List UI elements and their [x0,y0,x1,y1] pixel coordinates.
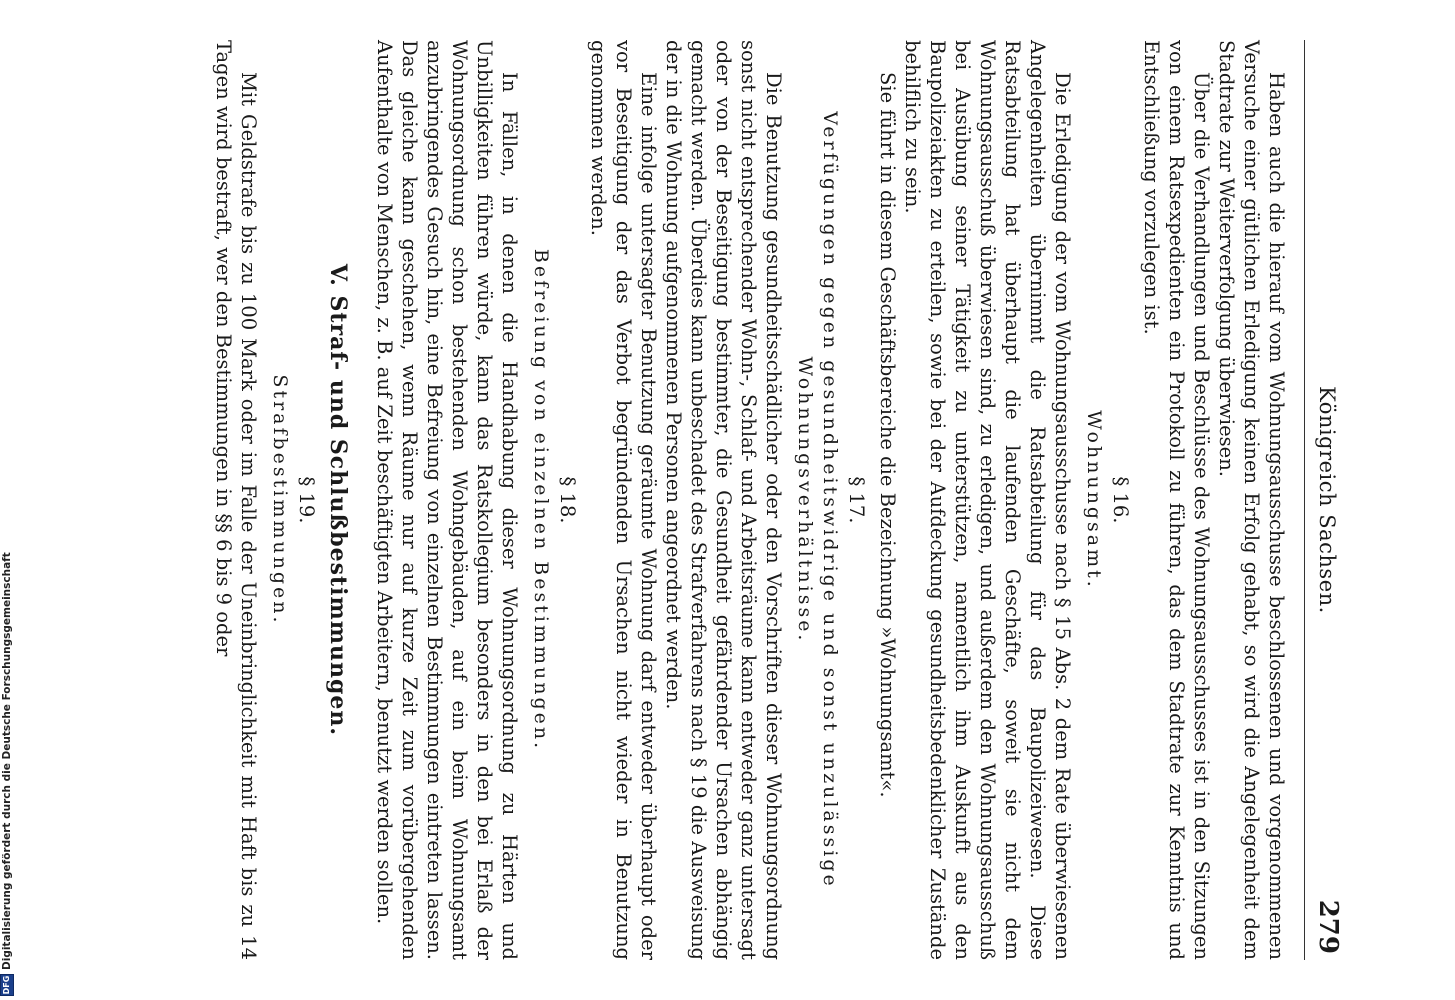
page-body [211,40,1289,960]
section-number: § 18. [556,476,579,524]
paragraph: In Fällen, in denen die Handhabung dieser Wohnungsordnung zu Härten und Unbilligkeiten führen würde, kann das Ratskollegium besonders in den bei Erlaß der Wohnungsordnung schon bestehenden Wohngebäuden, auf ein beim Wohnungsamt anzubringendes Gesuch hin, eine Befreiung von einzelnen Bestimmungen eintreten lassen. Das gleiche kann geschehen, wenn Räume nur auf kurze Zeit zum vorübergehenden Aufenthalte von Menschen, z. B. auf Zeit beschäftigten Arbeitern, benutzt werden sollen. [373,40,521,960]
paragraph: Die Erledigung der vom Wohnungsausschusse nach § 15 Abs. 2 dem Rate überwiesenen Angelegenheiten übernimmt die Ratsabteilung für das Baupolizeiwesen. Diese Ratsabteilung hat überhaupt die laufenden Geschäfte, soweit sie nicht dem Wohnungsausschuß überwiesen sind, zu erledigen, und außerdem den Wohnungsausschuß bei Ausübung seiner Tätigkeit zu unterstützen, namentlich ihm Auskunft aus den Baupolizeiakten zu erteilen, sowie bei der Aufdeckung gesundheitsbedenklicher Zustände behilflich zu sein. [901,40,1074,960]
section-title: Wohnungsamt. [1083,410,1105,590]
paragraph: Die Benutzung gesundheitsschädlicher oder den Vorschriften dieser Wohnungsordnung sonst nicht entsprechender Wohn-, Schlaf- und Arbeitsräume kann entweder ganz untersagt oder von der Beseitigung bestimmter, die Gesundheit gefährdender Ursachen abhängig gemacht werden. Überdies kann unbeschadet des Strafverfahrens nach § 19 die Ausweisung der in die Wohnung aufgenommenen Personen angeordnet werden. [662,40,785,960]
section-title: Befreiung von einzelnen Bestimmungen. [530,248,552,752]
paragraph: Haben auch die hierauf vom Wohnungsausschusse beschlossenen und vorgenommenen Versuche einer gütlichen Erledigung keinen Erfolg gehabt, so wird die Angelegenheit dem Stadtrate zur Weiterverfolgung überwiesen. [1215,40,1288,960]
paragraph: Über die Verhandlungen und Beschlüsse des Wohnungsausschusses ist in den Sitzungen von einem Ratsexpedienten ein Protokoll zu führen, das dem Stadtrate zur Kenntnis und Entschließung vorzulegen ist. [1140,40,1213,960]
section-title: Strafbestimmungen. [269,374,291,626]
paragraph: Eine infolge untersagter Benutzung geräumte Wohnung darf entweder überhaupt oder vor Beseitigung der das Verbot begründenden Ursachen nicht wieder in Benutzung genommen werden. [587,40,660,960]
paragraph: Sie führt in diesem Geschäftsbereiche die Bezeichnung »Wohnungsamt«. [876,72,899,798]
dfg-logo-icon: DFG [0,974,14,996]
section-title: Verfügungen gegen gesundheitswidrige und sonst unzulässige Wohnungsverhältnisse. [794,111,841,889]
section-number: § 16. [1109,476,1132,524]
running-title: Königreich Sachsen. [1315,386,1339,614]
scanned-page [65,0,1365,1000]
page-number: 279 [1313,899,1343,954]
chapter-title: V. Straf- und Schlußbestimmungen. [325,263,351,737]
funding-note-text: Digitalisierung gefördert durch die Deutsche Forschungsgemeinschaft [1,552,13,970]
paragraph: Mit Geldstrafe bis zu 100 Mark oder im Falle der Uneinbringlichkeit mit Haft bis zu 14 Tagen wird bestraft, wer den Bestimmungen in §§ 6 bis 9 oder [212,40,260,960]
section-number: § 19. [295,476,318,524]
section-number: § 17. [845,476,868,524]
funding-note [0,6,20,996]
page-header [1304,40,1345,960]
